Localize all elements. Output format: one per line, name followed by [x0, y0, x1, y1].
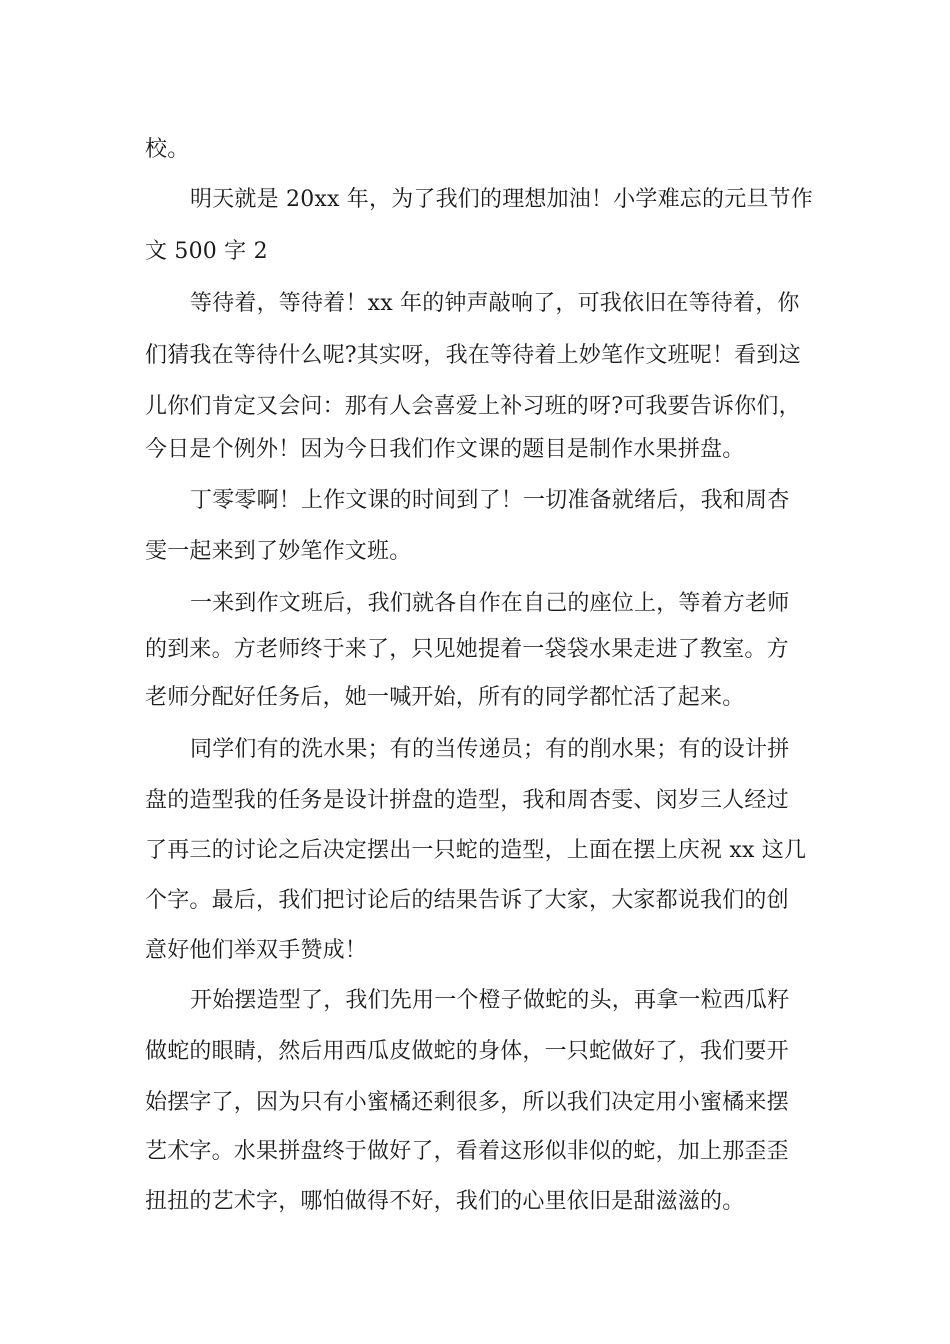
paragraph-first-line: 一来到作文班后，我们就各自作在自己的座位上，等着方老师 [190, 591, 790, 616]
paragraph-first-line: 开始摆造型了，我们先用一个橙子做蛇的头，再拿一粒西瓜籽 [190, 988, 790, 1013]
text-line: 个字。最后，我们把讨论后的结果告诉了大家，大家都说我们的创 [145, 888, 789, 913]
text-line: 文 500 字 2 [145, 239, 268, 264]
text-line: 雯一起来到了妙笔作文班。 [145, 539, 412, 564]
text-line: 今日是个例外！因为今日我们作文课的题目是制作水果拼盘。 [145, 437, 745, 462]
text-line: 了再三的讨论之后决定摆出一只蛇的造型，上面在摆上庆祝 xx 这几 [145, 838, 807, 863]
text-line: 意好他们举双手赞成！ [145, 938, 368, 963]
text-line: 盘的造型我的任务是设计拼盘的造型，我和周杏雯、闵岁三人经过 [145, 788, 789, 813]
text-line: 儿你们肯定又会问：那有人会喜爱上补习班的呀?可我要告诉你们， [145, 394, 801, 419]
text-line: 校。 [145, 137, 190, 162]
text-line: 艺术字。水果拼盘终于做好了，看着这形似非似的蛇，加上那歪歪 [145, 1139, 789, 1164]
paragraph-first-line: 明天就是 20xx 年，为了我们的理想加油！小学难忘的元旦节作 [190, 187, 813, 212]
text-line: 老师分配好任务后，她一喊开始，所有的同学都忙活了起来。 [145, 685, 745, 710]
paragraph-first-line: 同学们有的洗水果；有的当传递员；有的削水果；有的设计拼 [190, 737, 790, 762]
text-line: 始摆字了，因为只有小蜜橘还剩很多，所以我们决定用小蜜橘来摆 [145, 1090, 789, 1115]
paragraph-first-line: 等待着，等待着！xx 年的钟声敲响了，可我依旧在等待着，你 [190, 291, 800, 316]
text-line: 们猜我在等待什么呢?其实呀，我在等待着上妙笔作文班呢！看到这 [145, 343, 801, 368]
text-line: 扭扭的艺术字，哪怕做得不好，我们的心里依旧是甜滋滋的。 [145, 1189, 745, 1214]
text-line: 的到来。方老师终于来了，只见她提着一袋袋水果走进了教室。方 [145, 637, 789, 662]
text-line: 做蛇的眼睛，然后用西瓜皮做蛇的身体，一只蛇做好了，我们要开 [145, 1039, 789, 1064]
paragraph-first-line: 丁零零啊！上作文课的时间到了！一切准备就绪后，我和周杏 [190, 488, 790, 513]
